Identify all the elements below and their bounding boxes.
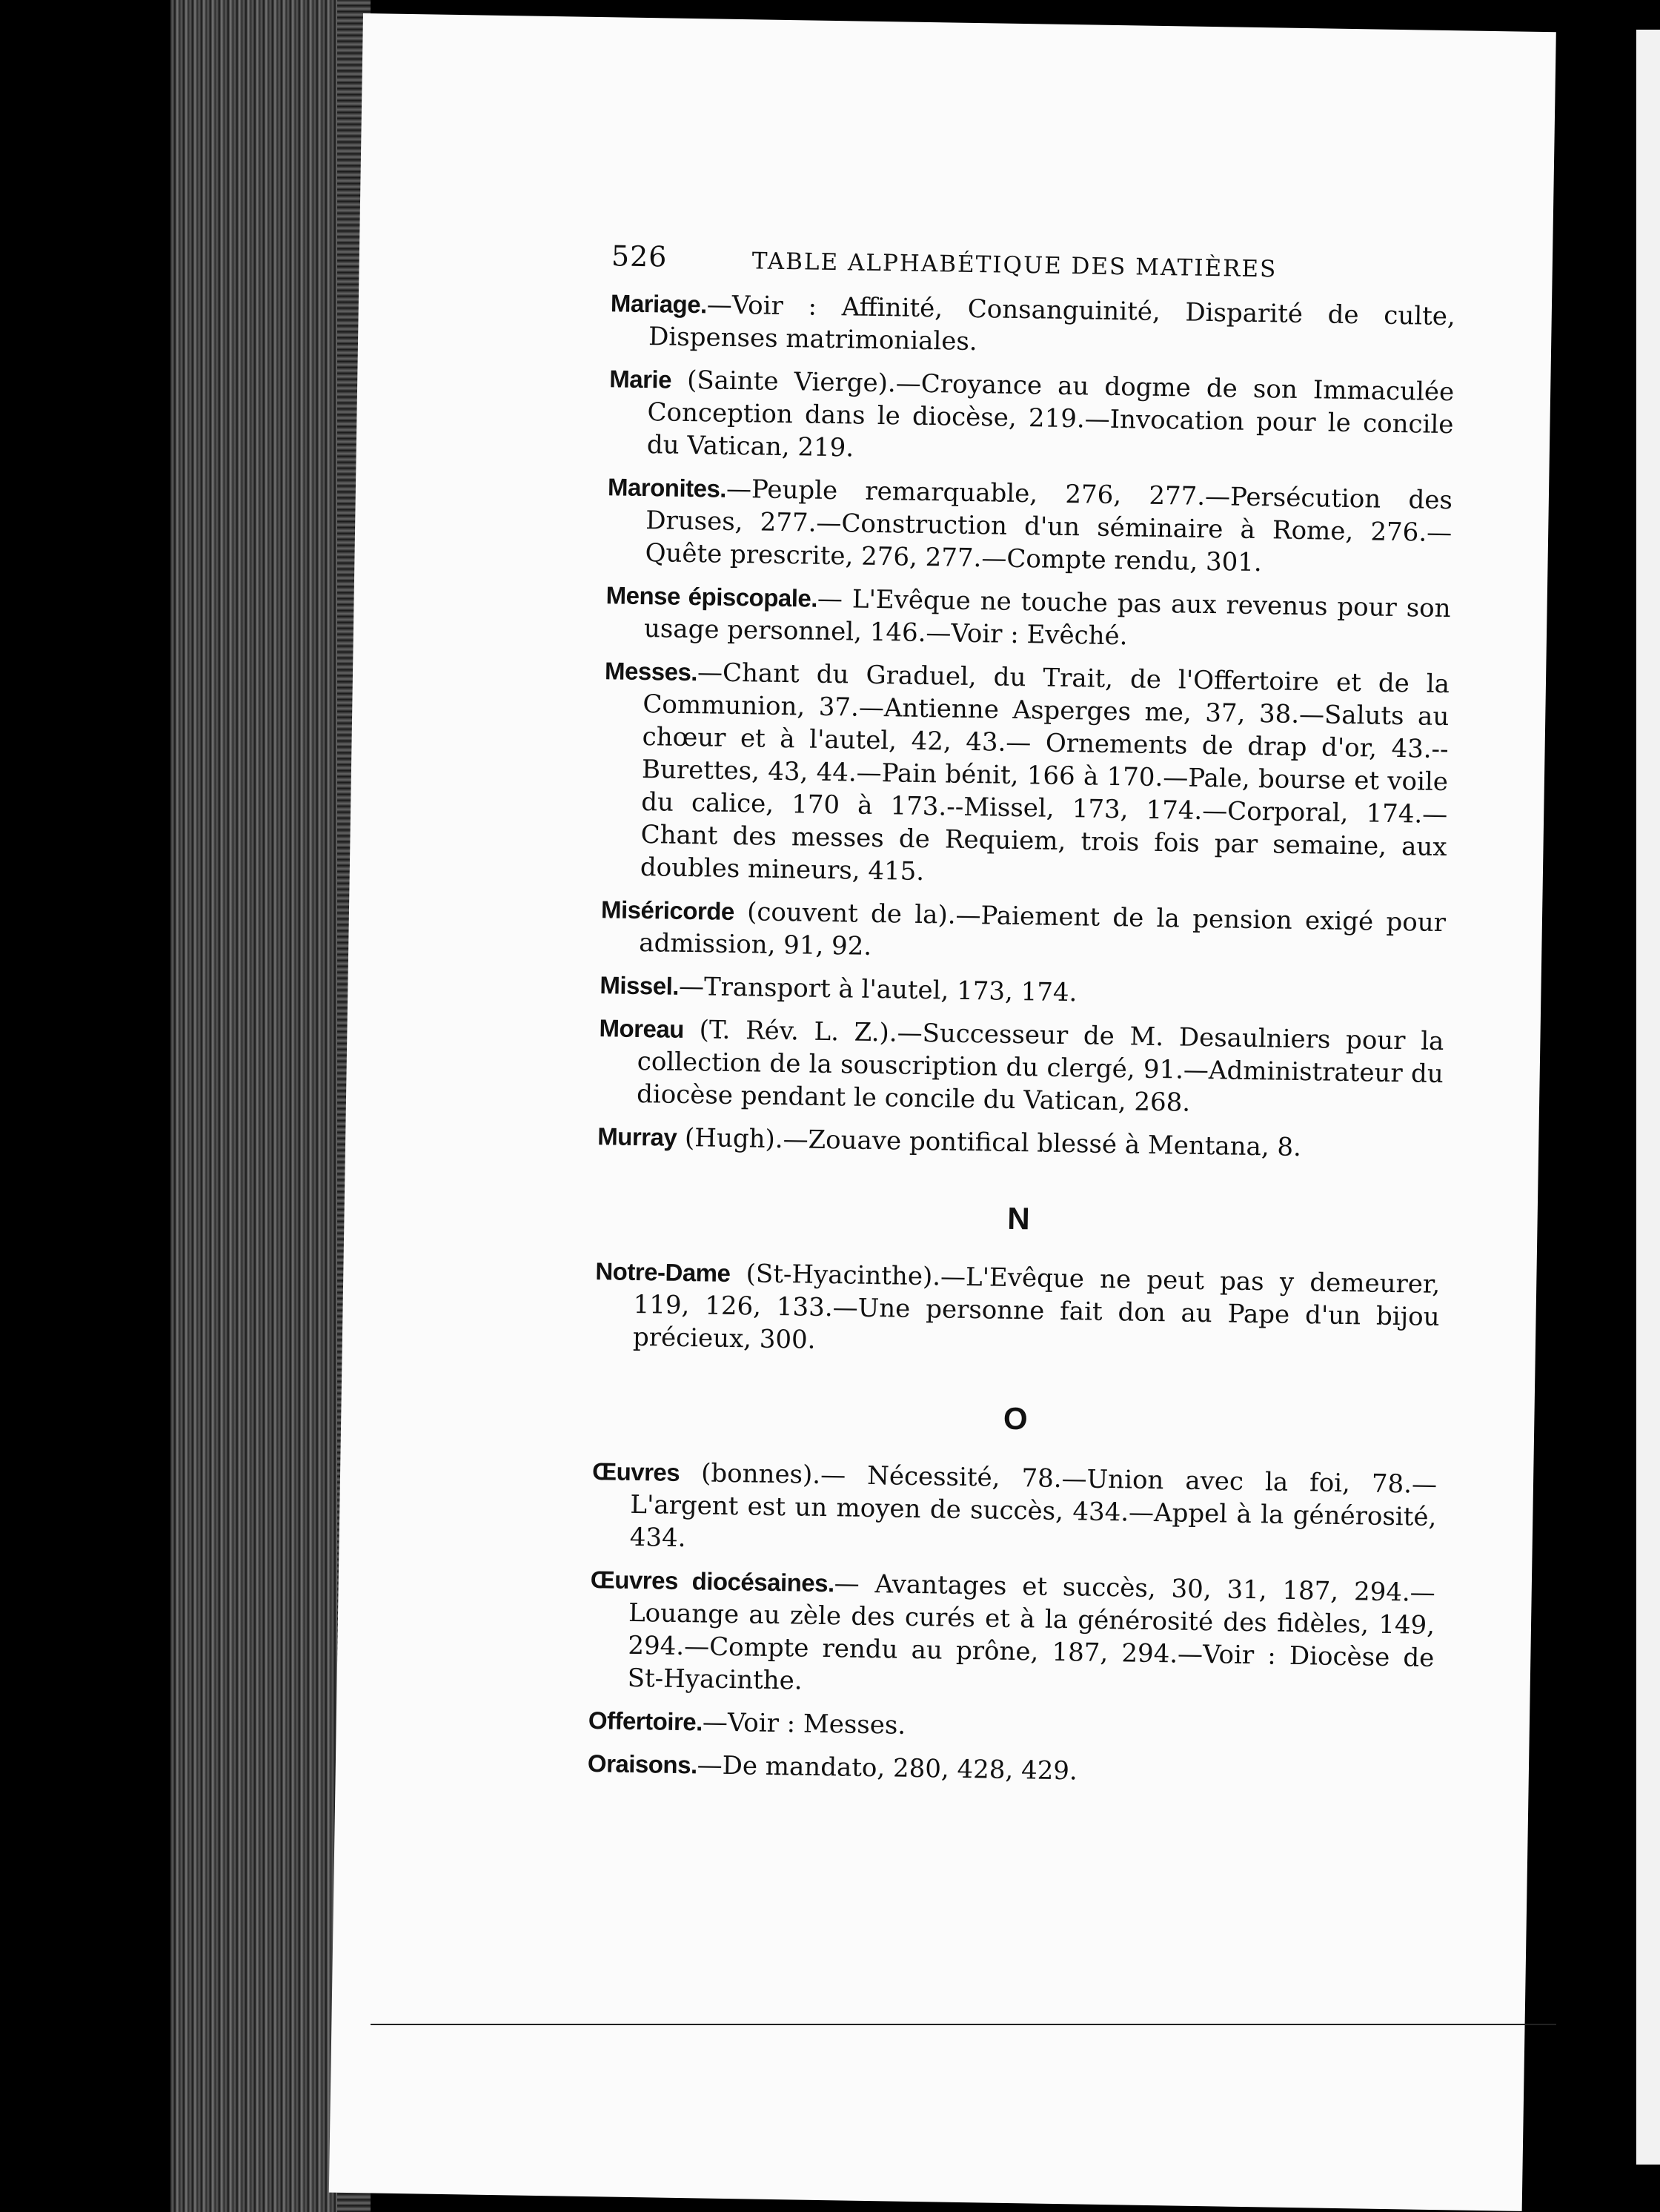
entry-head: Oraisons. <box>587 1749 697 1779</box>
section-letter-n: N <box>1007 1200 1031 1236</box>
entry-text: (T. Rév. L. Z.).—Successeur de M. Desaulniers pour la collection de la souscription du clergé, 91.—Administrateur du diocèse pendant le concile du Vatican, 268. <box>636 1014 1444 1118</box>
index-entry <box>608 362 1455 474</box>
entry-head: Miséricorde <box>600 895 735 926</box>
index-entry <box>588 1747 1433 1793</box>
entry-text: —De mandato, 280, 428, 429. <box>697 1750 1078 1787</box>
entry-text: —Voir : Affinité, Consanguinité, Disparité de culte, Dispenses matrimoniales. <box>648 290 1456 357</box>
entry-text: (Sainte Vierge).—Croyance au dogme de son Immaculée Conception dans le diocèse, 219.—Invocation pour le concile du Vatican, 219. <box>646 365 1455 463</box>
entry-head: Offertoire. <box>588 1706 703 1736</box>
entry-head: Œuvres <box>591 1457 680 1486</box>
entry-text: —Peuple remarquable, 276, 277.—Persécution des Druses, 277.—Construction d'un séminaire à Rome, 276.— Quête prescrite, 276, 277.—Compte rendu, 301. <box>645 474 1453 578</box>
entry-head: Murray <box>597 1122 677 1151</box>
index-entry <box>610 287 1455 365</box>
index-entry <box>600 893 1446 972</box>
entry-head: Maronites. <box>607 473 727 503</box>
entry-text: (St-Hyacinthe).—L'Evêque ne peut pas y demeurer, 119, 126, 133.—Une personne fait don au Pape d'un bijou précieux, 300. <box>632 1258 1441 1355</box>
page-title: TABLE ALPHABÉTIQUE DES MATIÈRES <box>751 248 1278 283</box>
entry-text: —Voir : Messes. <box>702 1707 906 1741</box>
next-page-edge <box>1636 30 1660 2165</box>
running-head <box>611 239 1456 290</box>
entry-text: (couvent de la).—Paiement de la pension exigé pour admission, 91, 92. <box>639 897 1447 961</box>
index-entry <box>598 1012 1444 1123</box>
entry-head: Missel. <box>600 971 680 1000</box>
page-bottom-edge <box>371 2024 1556 2025</box>
entry-text: — L'Evêque ne touche pas aux revenus pour son usage personnel, 146.—Voir : Evêché. <box>643 583 1451 652</box>
index-entry <box>606 471 1452 582</box>
entry-head: Mariage. <box>610 289 708 319</box>
index-entry <box>602 655 1450 896</box>
index-entry <box>605 579 1451 658</box>
entry-text: (Hugh).—Zouave pontifical blessé à Mentana, 8. <box>676 1122 1302 1163</box>
entry-text: —Chant du Graduel, du Trait, de l'Offertoire et de la Communion, 37.—Antienne Asperges me, 37, 38.—Saluts au chœur et à l'autel, 42, 43.— Ornements de drap d'or, 43.-- Burettes, 43, 44.—Pain bénit, 166 à 170.—Pale, bourse et voile du calice, 170 à 173.--Missel, 173, 174.—Corporal, 174.—Chant des messes de Requiem, trois fois par semaine, aux doubles mineurs, 415. <box>640 658 1450 887</box>
entry-head: Marie <box>609 365 672 394</box>
index-entry <box>597 1120 1443 1166</box>
entry-text: —Transport à l'autel, 173, 174. <box>678 971 1078 1008</box>
book-page <box>329 13 1556 2211</box>
entry-head: Œuvres diocésaines. <box>590 1566 835 1597</box>
entry-text: — Avantages et succès, 30, 31, 187, 294.—Louange au zèle des curés et à la générosité des fidèles, 149, 294.—Compte rendu au prône, 187, 294.—Voir : Diocèse de St-Hyacinthe. <box>627 1569 1436 1696</box>
entry-head: Messes. <box>604 657 698 686</box>
index-entry <box>588 1563 1435 1707</box>
page-number: 526 <box>611 239 668 274</box>
entry-head: Moreau <box>599 1014 685 1043</box>
index-entry <box>588 1704 1434 1750</box>
index-entry <box>594 1255 1441 1366</box>
entry-text: (bonnes).— Nécessité, 78.—Union avec la foi, 78.—L'argent est un moyen de succès, 434.—Appel à la générosité, 434. <box>629 1457 1438 1554</box>
entry-head: Notre-Dame <box>595 1257 731 1287</box>
section-letter-o: O <box>1003 1400 1029 1437</box>
entry-head: Mense épiscopale. <box>605 581 818 612</box>
index-entry <box>600 969 1445 1015</box>
page-content <box>587 239 1456 1804</box>
index-entry <box>591 1455 1437 1566</box>
